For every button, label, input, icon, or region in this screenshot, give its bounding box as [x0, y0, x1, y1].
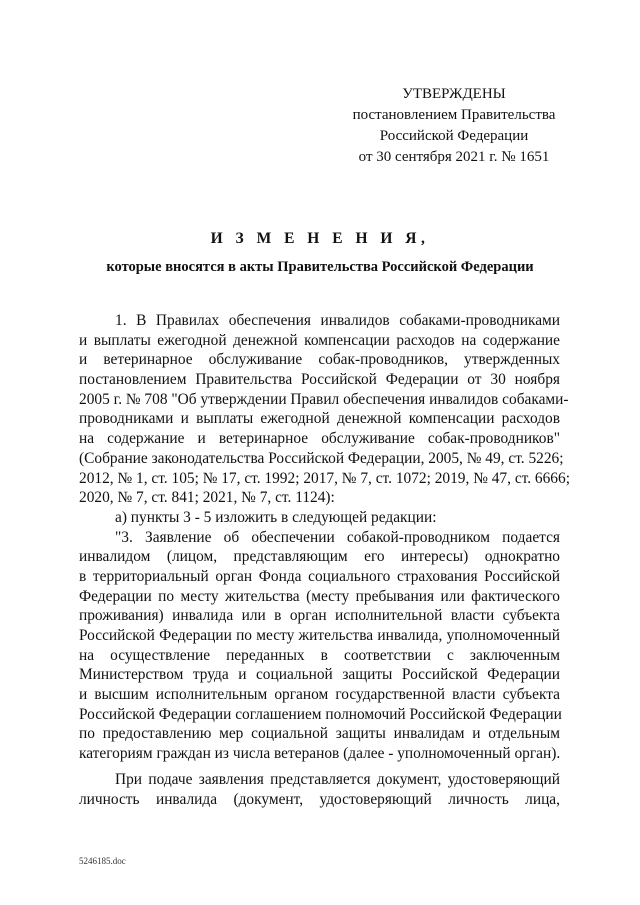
document-subtitle: которые вносятся в акты Правительства Российской Федерации	[106, 259, 534, 275]
text-line: в территориальный орган Фонда социального страхования Российской	[79, 567, 560, 585]
document-body	[79, 311, 570, 809]
text-line: Российской Федерации соглашением полномочий Российской Федерации	[79, 705, 562, 723]
text-line: Федерации по месту жительства (месту пребывания или фактического	[79, 587, 560, 605]
approval-line: постановлением Правительства	[352, 107, 556, 123]
text-line: Министерством труда и социальной защиты Российской Федерации	[79, 666, 560, 684]
text-line: "3. Заявление об обеспечении собакой-проводником подается	[115, 528, 560, 546]
paragraph	[79, 311, 570, 508]
approval-heading: УТВЕРЖДЕНЫ	[402, 86, 506, 102]
text-line: по предоставлению мер социальной защиты инвалидам и отдельным	[79, 725, 560, 743]
text-line: инвалидом (лицом, представляющим его интересы) однократно	[79, 548, 560, 566]
text-line: При подаче заявления представляется документ, удостоверяющий	[115, 770, 560, 788]
paragraph	[79, 770, 560, 809]
text-line: 2020, № 7, ст. 841; 2021, № 7, ст. 1124):	[79, 489, 335, 507]
text-line: и выплаты ежегодной денежной компенсации расходов на содержание	[79, 331, 560, 349]
approval-date-number: от 30 сентября 2021 г. № 1651	[358, 149, 550, 165]
text-line: на содержание и ветеринарное обслуживание собак-проводников"	[79, 430, 560, 448]
text-line: личность инвалида (документ, удостоверяющий личность лица,	[79, 790, 560, 808]
text-line: и высшим исполнительным органом государственной власти субъекта	[79, 686, 560, 704]
text-line: а) пункты 3 - 5 изложить в следующей редакции:	[115, 508, 437, 526]
text-line: категориям граждан из числа ветеранов (далее - уполномоченный орган).	[79, 745, 561, 763]
text-line: на осуществление переданных в соответствии с заключенным	[79, 646, 560, 664]
text-line: 1. В Правилах обеспечения инвалидов собаками-проводниками	[115, 312, 560, 329]
text-line: постановлением Правительства Российской Федерации от 30 ноября	[79, 371, 560, 389]
text-line: 2005 г. № 708 "Об утверждении Правил обеспечения инвалидов собаками-	[79, 390, 569, 408]
paragraph	[79, 508, 560, 528]
text-line: проживания) инвалида или в орган исполнительной власти субъекта	[79, 607, 560, 625]
document-title: И З М Е Н Е Н И Я,	[210, 230, 430, 247]
text-line: Российской Федерации по месту жительства инвалида, уполномоченный	[79, 627, 560, 644]
text-line: 2012, № 1, ст. 105; № 17, ст. 1992; 2017, № 7, ст. 1072; 2019, № 47, ст. 6666;	[79, 469, 570, 487]
approval-line: Российской Федерации	[379, 128, 529, 144]
paragraph	[79, 528, 560, 764]
approval-block	[340, 84, 568, 168]
text-line: (Собрание законодательства Российской Федерации, 2005, № 49, ст. 5226;	[79, 449, 564, 467]
footer-file-code: 5246185.doc	[79, 856, 126, 866]
text-line: и ветеринарное обслуживание собак-проводников, утвержденных	[79, 351, 560, 369]
text-line: проводниками и выплаты ежегодной денежной компенсации расходов	[79, 410, 560, 428]
